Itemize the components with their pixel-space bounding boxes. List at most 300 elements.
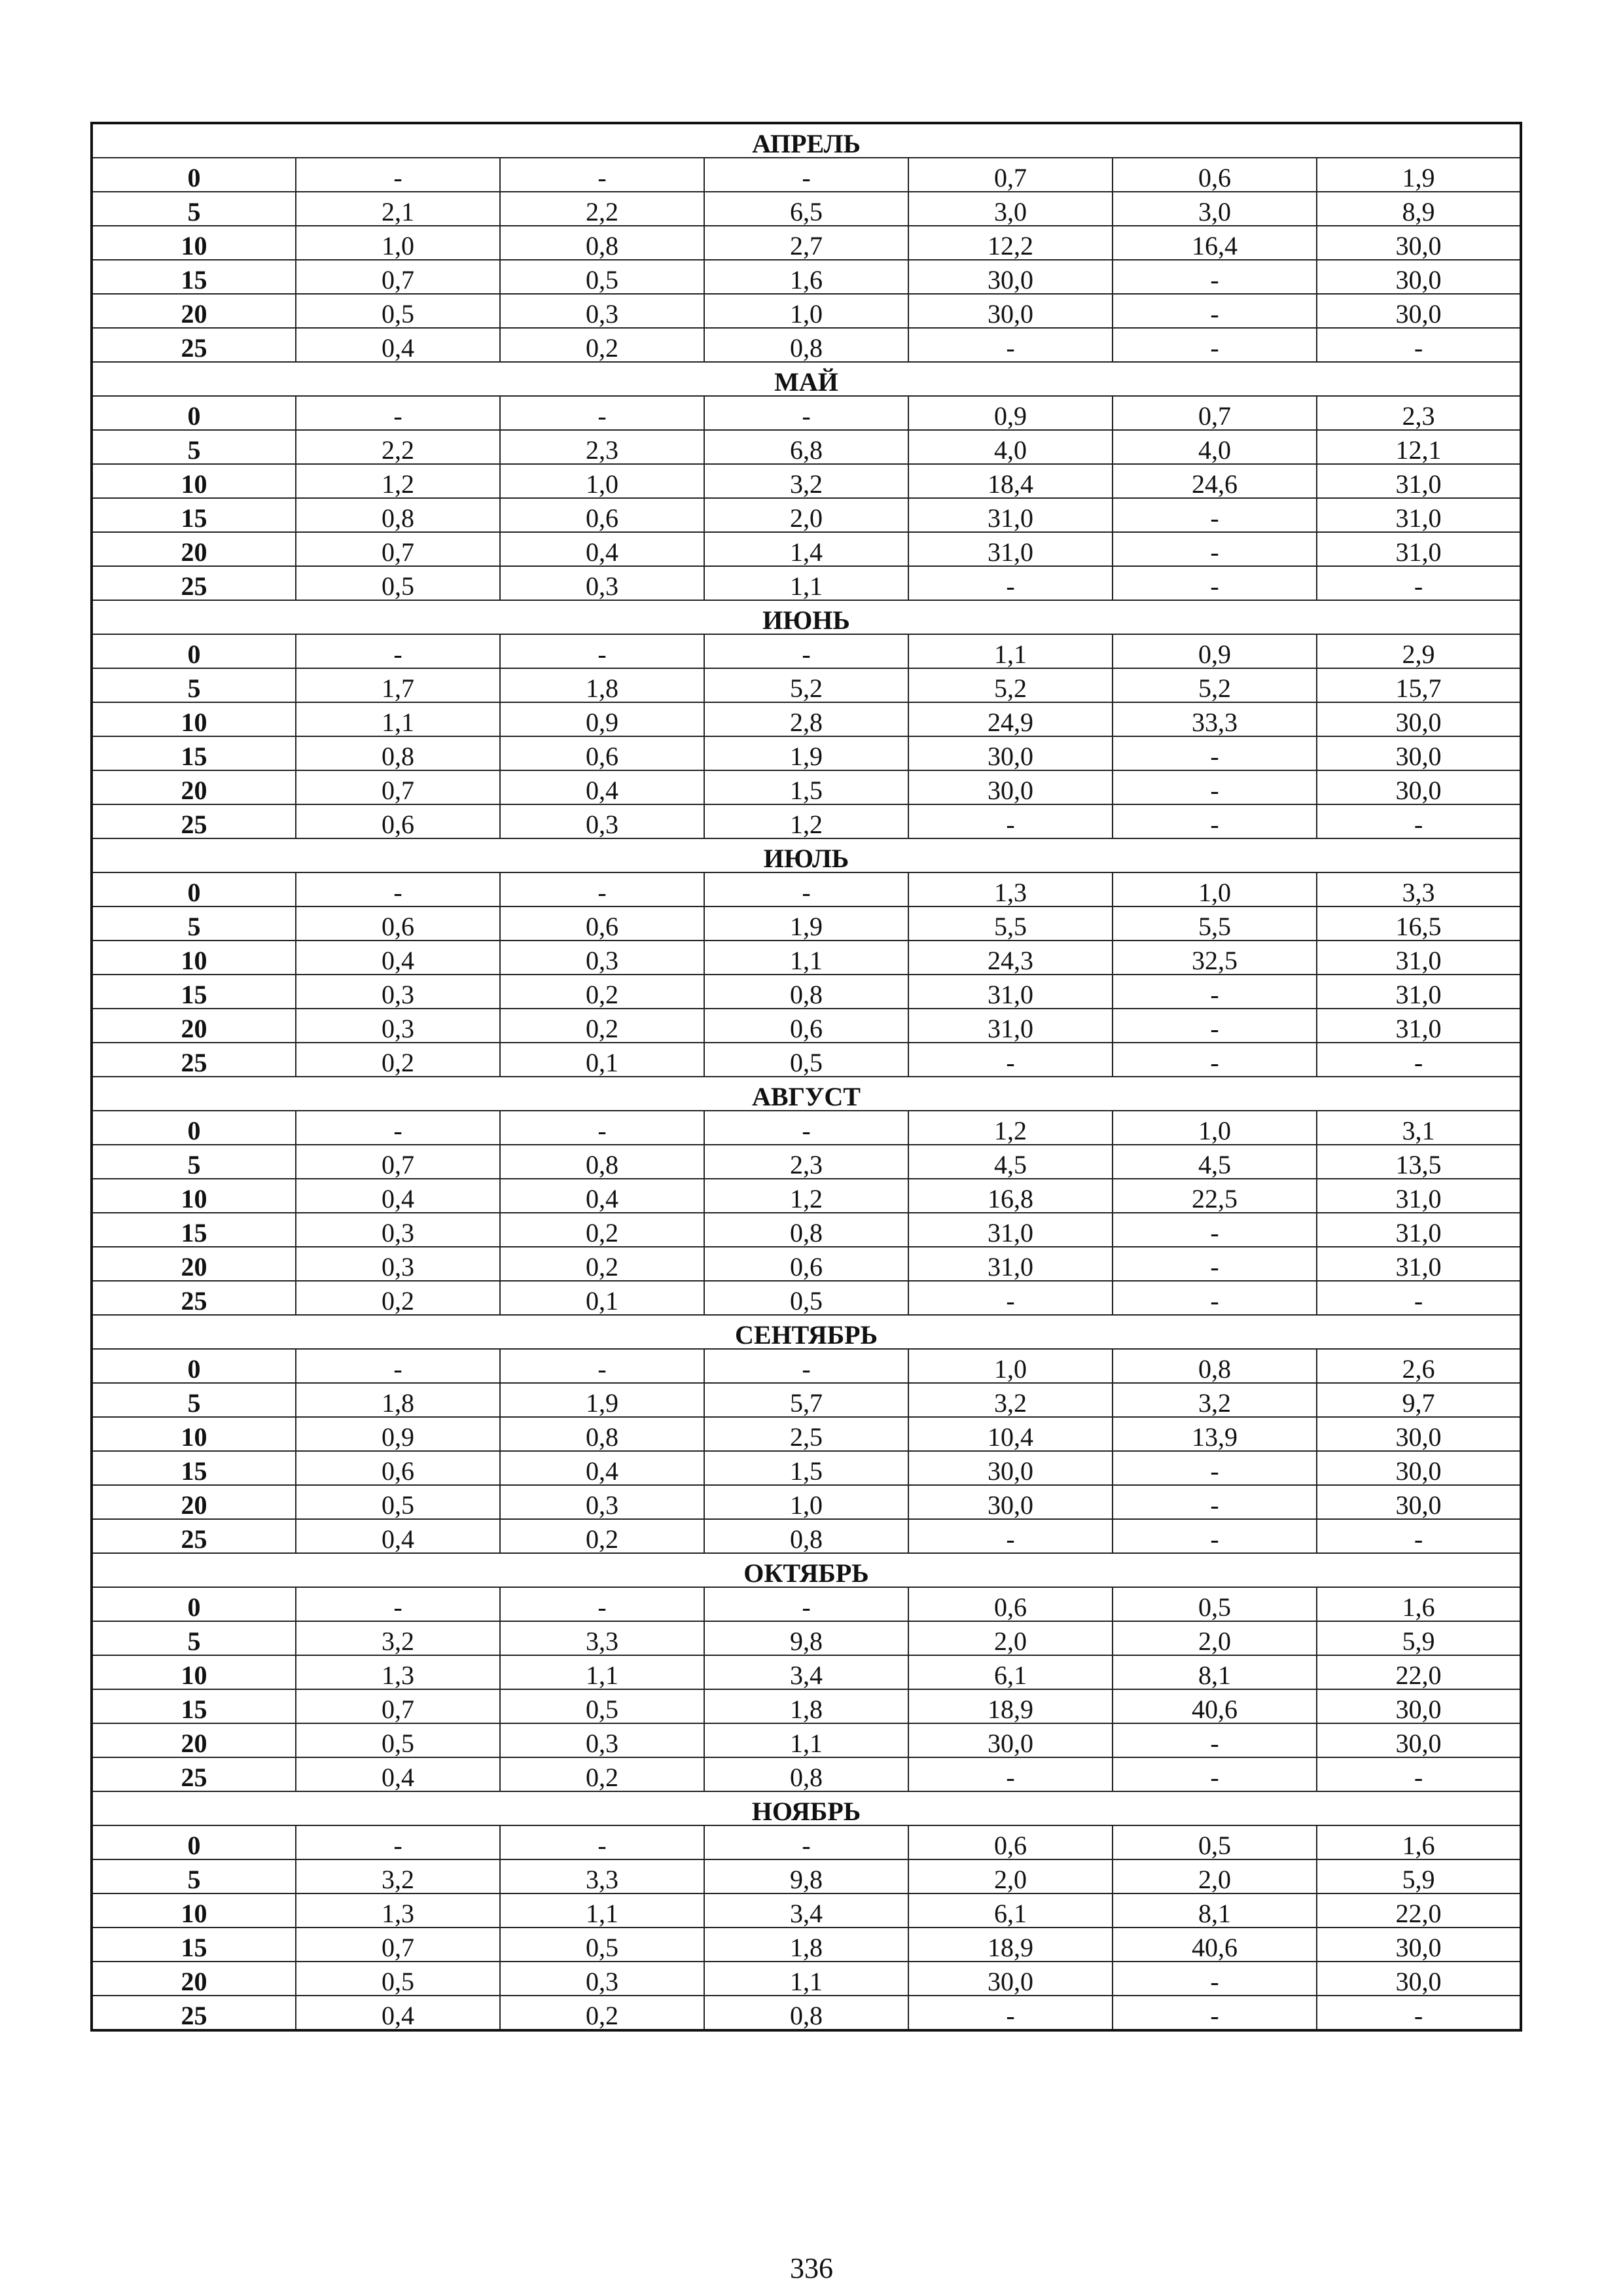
value-cell: 31,0 xyxy=(1317,975,1521,1009)
value-cell: - xyxy=(704,1825,908,1859)
depth-cell: 15 xyxy=(92,736,296,770)
value-cell: 0,5 xyxy=(296,566,500,600)
value-cell: 31,0 xyxy=(1317,1179,1521,1213)
value-cell: - xyxy=(500,1349,704,1383)
table-row xyxy=(92,736,1521,770)
value-cell: 1,9 xyxy=(500,1383,704,1417)
table-row xyxy=(92,1621,1521,1655)
value-cell: 0,7 xyxy=(296,532,500,566)
depth-cell: 20 xyxy=(92,1723,296,1757)
value-cell: 0,7 xyxy=(296,260,500,294)
value-cell: - xyxy=(704,158,908,192)
value-cell: 12,1 xyxy=(1317,430,1521,464)
depth-cell: 5 xyxy=(92,1383,296,1417)
month-header: СЕНТЯБРЬ xyxy=(92,1315,1521,1349)
value-cell: 1,1 xyxy=(704,941,908,975)
depth-cell: 0 xyxy=(92,158,296,192)
table-row xyxy=(92,1383,1521,1417)
value-cell: 4,0 xyxy=(908,430,1113,464)
value-cell: - xyxy=(1113,1485,1317,1519)
value-cell: 33,3 xyxy=(1113,702,1317,736)
value-cell: 30,0 xyxy=(1317,770,1521,804)
value-cell: 31,0 xyxy=(908,1009,1113,1043)
value-cell: 1,8 xyxy=(704,1928,908,1962)
value-cell: - xyxy=(704,634,908,668)
depth-cell: 20 xyxy=(92,770,296,804)
value-cell: 30,0 xyxy=(1317,294,1521,328)
value-cell: - xyxy=(1113,1519,1317,1553)
table-row xyxy=(92,872,1521,906)
value-cell: 0,5 xyxy=(1113,1825,1317,1859)
depth-cell: 15 xyxy=(92,975,296,1009)
value-cell: 0,9 xyxy=(1113,634,1317,668)
value-cell: 31,0 xyxy=(908,975,1113,1009)
value-cell: 30,0 xyxy=(1317,1451,1521,1485)
value-cell: 40,6 xyxy=(1113,1689,1317,1723)
table-row xyxy=(92,770,1521,804)
table-row xyxy=(92,1043,1521,1077)
value-cell: 4,5 xyxy=(1113,1145,1317,1179)
table-row xyxy=(92,975,1521,1009)
month-header-row xyxy=(92,1315,1521,1349)
value-cell: 31,0 xyxy=(908,532,1113,566)
value-cell: 3,2 xyxy=(296,1621,500,1655)
value-cell: 0,8 xyxy=(704,1519,908,1553)
table-row xyxy=(92,1451,1521,1485)
data-table-container xyxy=(90,122,1522,2032)
depth-cell: 10 xyxy=(92,941,296,975)
value-cell: 9,8 xyxy=(704,1621,908,1655)
depth-cell: 20 xyxy=(92,1962,296,1996)
value-cell: 0,4 xyxy=(296,941,500,975)
value-cell: 0,5 xyxy=(704,1043,908,1077)
month-header-row xyxy=(92,1791,1521,1825)
table-row xyxy=(92,804,1521,838)
table-row xyxy=(92,941,1521,975)
value-cell: - xyxy=(908,1281,1113,1315)
value-cell: 0,9 xyxy=(296,1417,500,1451)
value-cell: - xyxy=(1113,1281,1317,1315)
table-row xyxy=(92,1009,1521,1043)
depth-cell: 5 xyxy=(92,430,296,464)
page-number: 336 xyxy=(790,2252,833,2284)
value-cell: - xyxy=(500,634,704,668)
value-cell: 0,3 xyxy=(500,1723,704,1757)
value-cell: 3,2 xyxy=(296,1859,500,1893)
table-body xyxy=(92,123,1521,2030)
value-cell: 3,0 xyxy=(908,192,1113,226)
value-cell: - xyxy=(1317,1043,1521,1077)
value-cell: 30,0 xyxy=(1317,1723,1521,1757)
depth-cell: 25 xyxy=(92,804,296,838)
value-cell: 0,2 xyxy=(296,1043,500,1077)
month-header: ИЮНЬ xyxy=(92,600,1521,634)
value-cell: 0,3 xyxy=(296,1009,500,1043)
value-cell: - xyxy=(1113,1043,1317,1077)
value-cell: 0,3 xyxy=(500,1485,704,1519)
depth-cell: 5 xyxy=(92,1621,296,1655)
value-cell: 8,1 xyxy=(1113,1893,1317,1928)
month-header: НОЯБРЬ xyxy=(92,1791,1521,1825)
value-cell: 2,0 xyxy=(1113,1621,1317,1655)
value-cell: 9,7 xyxy=(1317,1383,1521,1417)
value-cell: 16,4 xyxy=(1113,226,1317,260)
value-cell: 6,1 xyxy=(908,1893,1113,1928)
value-cell: 1,1 xyxy=(704,1723,908,1757)
value-cell: 0,4 xyxy=(500,1451,704,1485)
value-cell: 0,5 xyxy=(704,1281,908,1315)
table-row xyxy=(92,1485,1521,1519)
value-cell: 3,4 xyxy=(704,1893,908,1928)
value-cell: 1,1 xyxy=(704,1962,908,1996)
value-cell: 30,0 xyxy=(908,736,1113,770)
table-row xyxy=(92,702,1521,736)
value-cell: 1,2 xyxy=(704,1179,908,1213)
depth-cell: 5 xyxy=(92,668,296,702)
value-cell: 0,6 xyxy=(908,1825,1113,1859)
table-row xyxy=(92,906,1521,941)
month-header: АВГУСТ xyxy=(92,1077,1521,1111)
value-cell: 1,6 xyxy=(1317,1825,1521,1859)
value-cell: 3,2 xyxy=(704,464,908,498)
depth-cell: 25 xyxy=(92,1281,296,1315)
value-cell: 0,8 xyxy=(1113,1349,1317,1383)
depth-cell: 25 xyxy=(92,566,296,600)
value-cell: 0,7 xyxy=(296,770,500,804)
value-cell: 5,7 xyxy=(704,1383,908,1417)
value-cell: 1,6 xyxy=(704,260,908,294)
value-cell: 24,9 xyxy=(908,702,1113,736)
table-row xyxy=(92,1962,1521,1996)
value-cell: 2,8 xyxy=(704,702,908,736)
value-cell: 1,3 xyxy=(908,872,1113,906)
value-cell: 2,3 xyxy=(704,1145,908,1179)
table-row xyxy=(92,1893,1521,1928)
value-cell: 0,8 xyxy=(704,1996,908,2030)
value-cell: 1,0 xyxy=(1113,872,1317,906)
value-cell: 2,0 xyxy=(1113,1859,1317,1893)
value-cell: 3,3 xyxy=(500,1859,704,1893)
value-cell: - xyxy=(1317,566,1521,600)
value-cell: - xyxy=(1317,1757,1521,1791)
value-cell: 0,7 xyxy=(296,1145,500,1179)
value-cell: 0,3 xyxy=(296,1213,500,1247)
month-header-row xyxy=(92,1077,1521,1111)
depth-cell: 10 xyxy=(92,1179,296,1213)
table-row xyxy=(92,430,1521,464)
value-cell: 2,9 xyxy=(1317,634,1521,668)
value-cell: - xyxy=(296,1587,500,1621)
value-cell: 0,6 xyxy=(908,1587,1113,1621)
depth-cell: 15 xyxy=(92,498,296,532)
value-cell: 0,4 xyxy=(296,1996,500,2030)
value-cell: 0,8 xyxy=(296,736,500,770)
value-cell: 1,1 xyxy=(704,566,908,600)
table-row xyxy=(92,1111,1521,1145)
value-cell: - xyxy=(500,872,704,906)
monthly-data-table xyxy=(90,122,1522,2032)
value-cell: - xyxy=(500,1825,704,1859)
value-cell: 31,0 xyxy=(908,1213,1113,1247)
table-row xyxy=(92,1587,1521,1621)
value-cell: 0,6 xyxy=(500,498,704,532)
value-cell: 0,8 xyxy=(296,498,500,532)
value-cell: - xyxy=(1113,1996,1317,2030)
value-cell: 5,9 xyxy=(1317,1621,1521,1655)
value-cell: 1,9 xyxy=(704,736,908,770)
value-cell: 2,5 xyxy=(704,1417,908,1451)
table-row xyxy=(92,1689,1521,1723)
depth-cell: 20 xyxy=(92,532,296,566)
value-cell: 31,0 xyxy=(1317,941,1521,975)
value-cell: 15,7 xyxy=(1317,668,1521,702)
value-cell: - xyxy=(1113,804,1317,838)
table-row xyxy=(92,1825,1521,1859)
month-header: МАЙ xyxy=(92,362,1521,396)
value-cell: - xyxy=(1317,804,1521,838)
value-cell: - xyxy=(908,1043,1113,1077)
value-cell: 16,5 xyxy=(1317,906,1521,941)
value-cell: 5,5 xyxy=(1113,906,1317,941)
value-cell: - xyxy=(908,566,1113,600)
value-cell: - xyxy=(296,634,500,668)
value-cell: - xyxy=(500,158,704,192)
depth-cell: 20 xyxy=(92,1009,296,1043)
value-cell: 30,0 xyxy=(1317,226,1521,260)
value-cell: - xyxy=(1113,566,1317,600)
value-cell: 30,0 xyxy=(1317,1485,1521,1519)
depth-cell: 20 xyxy=(92,1485,296,1519)
value-cell: 0,9 xyxy=(500,702,704,736)
month-header-row xyxy=(92,1553,1521,1587)
value-cell: 30,0 xyxy=(908,1485,1113,1519)
value-cell: - xyxy=(296,1111,500,1145)
value-cell: 0,4 xyxy=(296,328,500,362)
table-row xyxy=(92,1928,1521,1962)
value-cell: 24,3 xyxy=(908,941,1113,975)
table-row xyxy=(92,260,1521,294)
value-cell: 3,3 xyxy=(500,1621,704,1655)
value-cell: 31,0 xyxy=(1317,1213,1521,1247)
value-cell: - xyxy=(1113,975,1317,1009)
value-cell: - xyxy=(704,1587,908,1621)
value-cell: 2,2 xyxy=(500,192,704,226)
table-row xyxy=(92,158,1521,192)
value-cell: 1,1 xyxy=(500,1893,704,1928)
depth-cell: 20 xyxy=(92,294,296,328)
value-cell: 1,4 xyxy=(704,532,908,566)
value-cell: 2,3 xyxy=(500,430,704,464)
value-cell: 0,3 xyxy=(500,1962,704,1996)
month-header-row xyxy=(92,600,1521,634)
table-row xyxy=(92,634,1521,668)
value-cell: 0,5 xyxy=(500,260,704,294)
value-cell: 0,6 xyxy=(704,1247,908,1281)
value-cell: 0,3 xyxy=(500,566,704,600)
value-cell: 31,0 xyxy=(1317,532,1521,566)
value-cell: 5,9 xyxy=(1317,1859,1521,1893)
value-cell: 0,8 xyxy=(500,1145,704,1179)
value-cell: 1,1 xyxy=(500,1655,704,1689)
value-cell: 0,8 xyxy=(704,328,908,362)
depth-cell: 15 xyxy=(92,1213,296,1247)
month-header-row xyxy=(92,838,1521,872)
value-cell: - xyxy=(908,1996,1113,2030)
depth-cell: 15 xyxy=(92,1928,296,1962)
value-cell: 0,6 xyxy=(1113,158,1317,192)
value-cell: 6,8 xyxy=(704,430,908,464)
depth-cell: 25 xyxy=(92,1519,296,1553)
value-cell: 4,5 xyxy=(908,1145,1113,1179)
value-cell: 31,0 xyxy=(1317,464,1521,498)
value-cell: 1,1 xyxy=(908,634,1113,668)
value-cell: 30,0 xyxy=(1317,1689,1521,1723)
value-cell: 0,8 xyxy=(500,1417,704,1451)
value-cell: 1,3 xyxy=(296,1655,500,1689)
value-cell: - xyxy=(296,1825,500,1859)
depth-cell: 25 xyxy=(92,328,296,362)
table-row xyxy=(92,1859,1521,1893)
table-row xyxy=(92,1996,1521,2030)
depth-cell: 5 xyxy=(92,1859,296,1893)
value-cell: - xyxy=(704,1349,908,1383)
value-cell: - xyxy=(1317,1281,1521,1315)
month-header-row xyxy=(92,362,1521,396)
table-row xyxy=(92,464,1521,498)
depth-cell: 10 xyxy=(92,1655,296,1689)
depth-cell: 5 xyxy=(92,192,296,226)
value-cell: - xyxy=(1113,498,1317,532)
table-row xyxy=(92,226,1521,260)
value-cell: 0,5 xyxy=(296,1485,500,1519)
value-cell: - xyxy=(1113,532,1317,566)
value-cell: 30,0 xyxy=(1317,1962,1521,1996)
value-cell: - xyxy=(908,1519,1113,1553)
value-cell: 30,0 xyxy=(908,1723,1113,1757)
value-cell: - xyxy=(296,396,500,430)
month-header-row xyxy=(92,123,1521,158)
value-cell: - xyxy=(1113,328,1317,362)
value-cell: 40,6 xyxy=(1113,1928,1317,1962)
value-cell: 0,5 xyxy=(296,294,500,328)
value-cell: - xyxy=(1317,1519,1521,1553)
table-row xyxy=(92,1519,1521,1553)
depth-cell: 0 xyxy=(92,634,296,668)
value-cell: - xyxy=(1113,1723,1317,1757)
value-cell: 5,2 xyxy=(704,668,908,702)
table-row xyxy=(92,1349,1521,1383)
value-cell: 1,0 xyxy=(500,464,704,498)
value-cell: 1,0 xyxy=(704,294,908,328)
value-cell: 6,1 xyxy=(908,1655,1113,1689)
value-cell: 3,4 xyxy=(704,1655,908,1689)
value-cell: 31,0 xyxy=(908,498,1113,532)
value-cell: 0,2 xyxy=(500,1996,704,2030)
depth-cell: 15 xyxy=(92,260,296,294)
value-cell: 0,3 xyxy=(296,1247,500,1281)
value-cell: 32,5 xyxy=(1113,941,1317,975)
depth-cell: 15 xyxy=(92,1689,296,1723)
value-cell: 1,3 xyxy=(296,1893,500,1928)
value-cell: 2,2 xyxy=(296,430,500,464)
value-cell: 5,2 xyxy=(908,668,1113,702)
value-cell: 3,2 xyxy=(1113,1383,1317,1417)
value-cell: 1,0 xyxy=(908,1349,1113,1383)
value-cell: - xyxy=(1317,328,1521,362)
depth-cell: 15 xyxy=(92,1451,296,1485)
table-row xyxy=(92,1179,1521,1213)
value-cell: 18,9 xyxy=(908,1928,1113,1962)
value-cell: 30,0 xyxy=(908,1451,1113,1485)
value-cell: 0,5 xyxy=(296,1723,500,1757)
value-cell: - xyxy=(1113,1213,1317,1247)
value-cell: - xyxy=(1317,1996,1521,2030)
value-cell: 30,0 xyxy=(1317,702,1521,736)
value-cell: 30,0 xyxy=(1317,1928,1521,1962)
value-cell: 4,0 xyxy=(1113,430,1317,464)
value-cell: 3,0 xyxy=(1113,192,1317,226)
value-cell: 0,8 xyxy=(704,1213,908,1247)
value-cell: - xyxy=(296,158,500,192)
value-cell: 10,4 xyxy=(908,1417,1113,1451)
value-cell: 0,2 xyxy=(500,1757,704,1791)
depth-cell: 10 xyxy=(92,226,296,260)
value-cell: 31,0 xyxy=(1317,1247,1521,1281)
table-row xyxy=(92,566,1521,600)
depth-cell: 5 xyxy=(92,1145,296,1179)
value-cell: 0,7 xyxy=(296,1689,500,1723)
value-cell: 1,0 xyxy=(704,1485,908,1519)
value-cell: 0,3 xyxy=(500,294,704,328)
table-row xyxy=(92,1281,1521,1315)
value-cell: 0,6 xyxy=(296,804,500,838)
value-cell: 0,2 xyxy=(500,1247,704,1281)
value-cell: - xyxy=(1113,260,1317,294)
value-cell: 8,1 xyxy=(1113,1655,1317,1689)
value-cell: 30,0 xyxy=(908,294,1113,328)
value-cell: 1,2 xyxy=(296,464,500,498)
value-cell: 2,0 xyxy=(908,1859,1113,1893)
value-cell: 5,2 xyxy=(1113,668,1317,702)
value-cell: 0,2 xyxy=(500,1213,704,1247)
value-cell: 18,4 xyxy=(908,464,1113,498)
table-row xyxy=(92,396,1521,430)
value-cell: - xyxy=(704,396,908,430)
value-cell: 22,0 xyxy=(1317,1655,1521,1689)
value-cell: 2,0 xyxy=(704,498,908,532)
value-cell: 0,8 xyxy=(500,226,704,260)
value-cell: 0,5 xyxy=(500,1928,704,1962)
value-cell: 1,2 xyxy=(704,804,908,838)
value-cell: 1,0 xyxy=(296,226,500,260)
table-row xyxy=(92,1723,1521,1757)
value-cell: 1,7 xyxy=(296,668,500,702)
value-cell: - xyxy=(1113,736,1317,770)
value-cell: 0,9 xyxy=(908,396,1113,430)
value-cell: - xyxy=(500,1587,704,1621)
value-cell: 22,5 xyxy=(1113,1179,1317,1213)
value-cell: 1,9 xyxy=(1317,158,1521,192)
value-cell: 12,2 xyxy=(908,226,1113,260)
value-cell: - xyxy=(908,804,1113,838)
value-cell: 0,5 xyxy=(1113,1587,1317,1621)
value-cell: 1,6 xyxy=(1317,1587,1521,1621)
value-cell: 0,4 xyxy=(296,1519,500,1553)
value-cell: 0,2 xyxy=(500,975,704,1009)
value-cell: 0,1 xyxy=(500,1043,704,1077)
table-row xyxy=(92,1145,1521,1179)
value-cell: 0,2 xyxy=(500,1009,704,1043)
